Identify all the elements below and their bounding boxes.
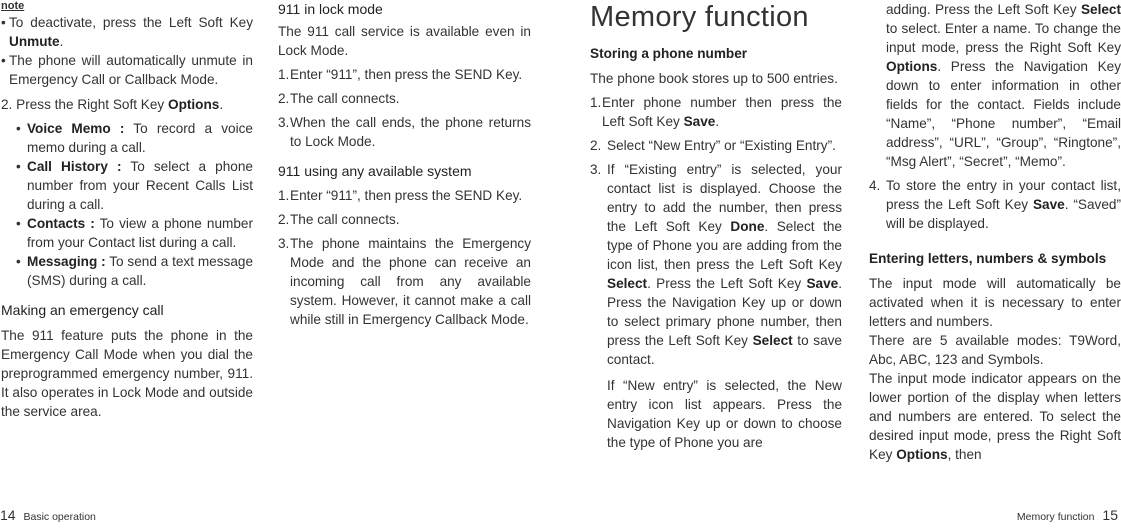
any-system-heading: 911 using any available system [278, 163, 472, 179]
storing-step-3: 3. If “Existing entry” is selected, your contact list is displayed. Choose the entry to add the number, then press the Left Soft Key Done. Select the type of Phone you are adding from the icon list, then press the Left Soft Key Select. Press the Left Soft Key Save. Press the Navigation Key up or down to select primary phone number, then press the Left Soft Key Select to save contact. [590, 162, 842, 367]
storing-step-4: 4. To store the entry in your contact list, press the Left Soft Key Save. “Saved” will be displayed. [869, 178, 1121, 231]
storing-intro: The phone book stores up to 500 entries. [590, 71, 838, 86]
input-mode-paragraph-3: The input mode indicator appears on the lower portion of the display when letters and numbers are entered. To select the desired input mode, press the Right Soft Key Options, then [869, 371, 1121, 462]
right-footer [1017, 508, 1118, 524]
any-system-steps [278, 186, 531, 329]
second-column [278, 0, 531, 329]
lock-step: 3. When the call ends, the phone returns to Lock Mode. [278, 115, 531, 149]
input-mode-paragraph-2: There are 5 available modes: T9Word, Abc, ABC, 123 and Symbols. [869, 333, 1121, 367]
lock-mode-steps [278, 65, 531, 151]
lock-mode-intro: The 911 call service is available even in Lock Mode. [278, 24, 531, 58]
step-2-options: 2. Press the Right Soft Key Options. [1, 97, 224, 112]
option-messaging: • Messaging : To send a text message (SMS) during a call. [16, 254, 253, 288]
left-footer [0, 508, 96, 524]
entering-letters-heading: Entering letters, numbers & symbols [869, 251, 1107, 266]
left-footer-label: Basic operation [23, 511, 96, 523]
storing-step-2: 2. Select “New Entry” or “Existing Entry”. [590, 138, 836, 153]
lock-mode-heading: 911 in lock mode [278, 1, 383, 17]
page-title: Memory function [590, 1, 809, 33]
lock-step: 1. Enter “911”, then press the SEND Key. [278, 67, 523, 82]
option-call-history: • Call History : To select a phone number from your Recent Calls List during a call. [16, 159, 253, 212]
any-step: 1. Enter “911”, then press the SEND Key. [278, 188, 523, 203]
left-page-number: 14 [0, 507, 16, 523]
note-bullet-unmute: • To deactivate, press the Left Soft Key Unmute. [1, 15, 253, 49]
any-step: 3. The phone maintains the Emergency Mode and the phone can receive an incoming call from any available system. However, it cannot make a call while still in Emergency Callback Mode. [278, 236, 531, 327]
options-list [1, 119, 253, 290]
right-page-number: 15 [1102, 507, 1118, 523]
option-contacts: • Contacts : To view a phone number from your Contact list during a call. [16, 216, 253, 250]
storing-step-1: 1. Enter phone number then press the Left Soft Key Save. [590, 95, 842, 129]
storing-step-3-continued: adding. Press the Left Soft Key Select to select. Enter a name. To change the input mode, press the Right Soft Key Options. Press the Navigation Key down to enter information in other fields for the contact. Fields include “Name”, “Phone number”, “Email address”, “URL”, “Group”, “Ringtone”, “Msg Alert”, “Secret”, “Memo”. [886, 2, 1121, 169]
bullet-dot: • [1, 53, 6, 68]
left-column [1, 0, 253, 421]
fourth-column [869, 0, 1121, 464]
lock-step: 2. The call connects. [278, 91, 400, 106]
note-label: note [1, 0, 25, 12]
input-mode-paragraph-1: The input mode will automatically be activated when it is necessary to enter letters and numbers. [869, 276, 1121, 329]
right-footer-label: Memory function [1016, 511, 1095, 523]
emergency-call-heading: Making an emergency call [1, 302, 164, 318]
note-bullet-auto-unmute: • The phone will automatically unmute in Emergency Call or Callback Mode. [1, 53, 253, 87]
bullet-dot: • [1, 15, 6, 30]
any-step: 2. The call connects. [278, 212, 400, 227]
emergency-call-paragraph: The 911 feature puts the phone in the Emergency Call Mode when you dial the preprogrammed emergency number, 911. It also operates in Lock Mode and outside the service area. [1, 328, 253, 419]
storing-step-3-new-entry: If “New entry” is selected, the New entry icon list appears. Press the Navigation Key up or down to choose the type of Phone you are [607, 378, 842, 450]
option-voice-memo: • Voice Memo : To record a voice memo during a call. [16, 121, 253, 155]
storing-heading: Storing a phone number [590, 46, 748, 61]
third-column [590, 0, 842, 452]
